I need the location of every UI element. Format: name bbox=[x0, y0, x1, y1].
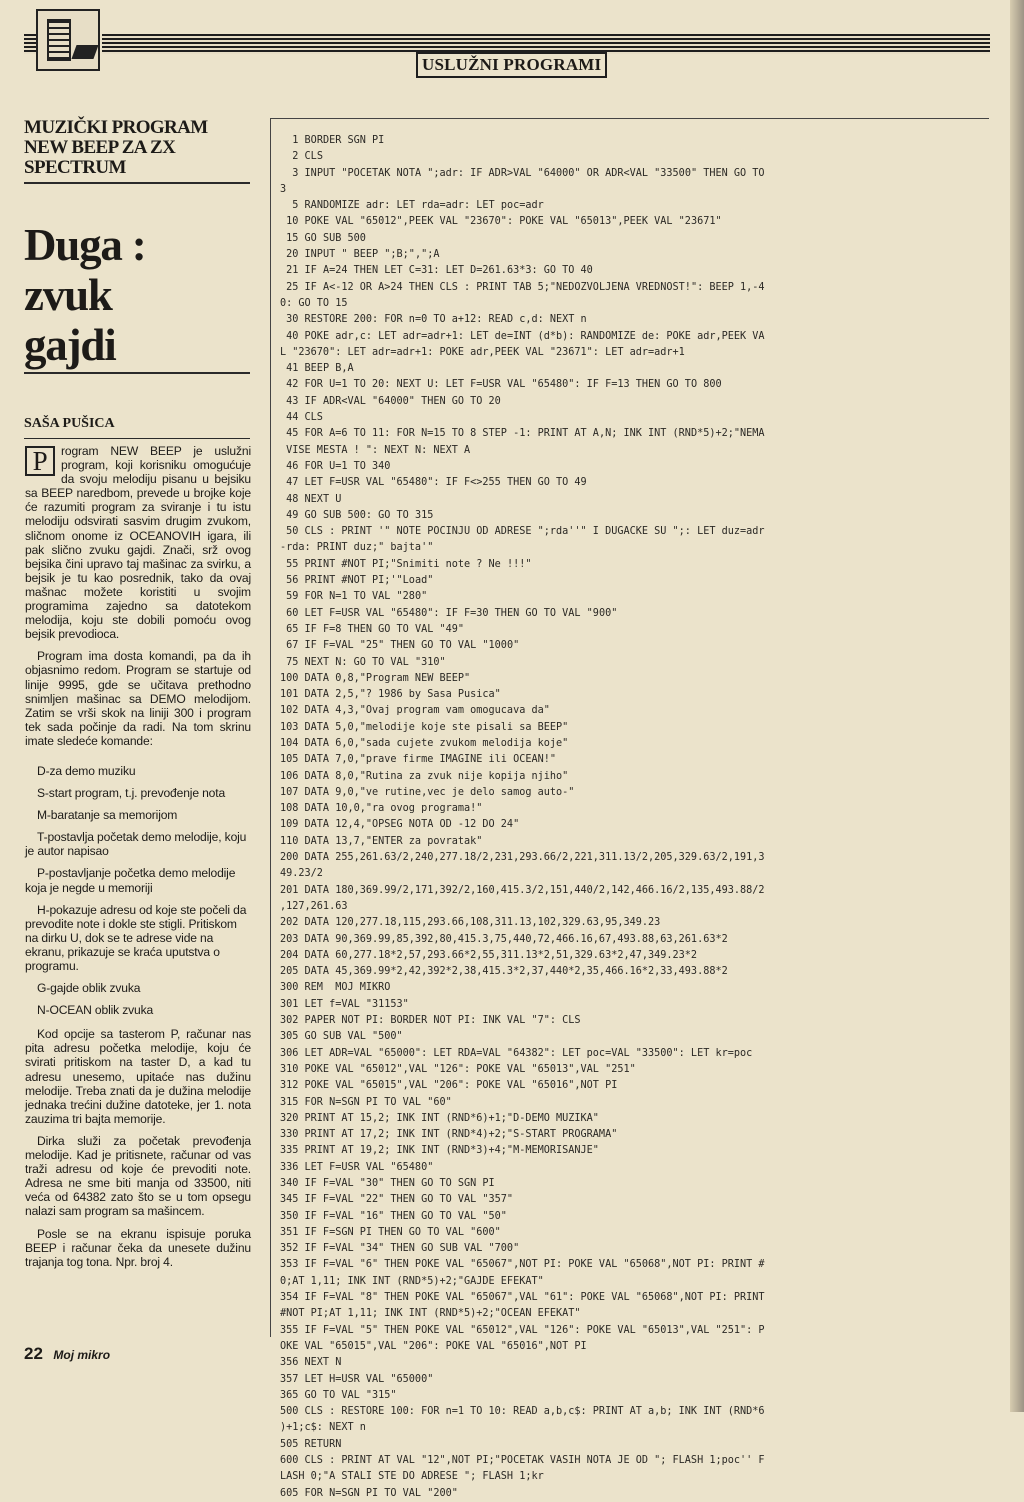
listing-line: 59 FOR N=1 TO VAL "280" bbox=[280, 591, 428, 603]
article-heading bbox=[24, 118, 252, 439]
listing-line: 67 IF F=VAL "25" THEN GO TO VAL "1000" bbox=[280, 640, 520, 652]
page-footer bbox=[24, 1344, 110, 1364]
command-item: G-gajde oblik zvuka bbox=[37, 981, 141, 996]
listing-line: 354 IF F=VAL "8" THEN POKE VAL "65067",VAL "61": POKE VAL "65068",NOT PI: PRINT bbox=[280, 1292, 765, 1304]
paragraph-4: Dirka služi za početak prevođenja melodije. Kad je pritisnete, računar od vas traži adresu od koje će prevoditi note. Adresa ne sme biti manja od 33500, niti veća od 64382 zato što se u tom opsegu nalazi sam program sa mašincem. bbox=[25, 1133, 251, 1219]
listing-line: 0: GO TO 15 bbox=[280, 297, 348, 309]
listing-line: LASH 0;"A STALI STE DO ADRESE "; FLASH 1;kr bbox=[280, 1471, 544, 1483]
listing-line: 320 PRINT AT 15,2; INK INT (RND*6)+1;"D-DEMO MUZIKA" bbox=[280, 1112, 599, 1124]
listing-line: 306 LET ADR=VAL "65000": LET RDA=VAL "64382": LET poc=VAL "33500": LET kr=poc bbox=[280, 1047, 753, 1059]
command-item: N-OCEAN oblik zvuka bbox=[37, 1003, 154, 1018]
listing-line: 315 FOR N=SGN PI TO VAL "60" bbox=[280, 1096, 452, 1108]
listing-line: 55 PRINT #NOT PI;"Snimiti note ? Ne !!!" bbox=[280, 558, 532, 570]
drop-cap: P bbox=[25, 446, 55, 476]
listing-line: 40 POKE adr,c: LET adr=adr+1: LET de=INT (d*b): RANDOMIZE de: POKE adr,PEEK VA bbox=[280, 330, 765, 342]
listing-line: 204 DATA 60,277.18*2,57,293.66*2,55,311.13*2,51,329.63*2,47,349.23*2 bbox=[280, 949, 698, 961]
listing-line: 605 FOR N=SGN PI TO VAL "200" bbox=[280, 1487, 458, 1499]
command-item: T-postavlja početak demo melodije, koju je autor napisao bbox=[25, 830, 247, 859]
listing-line: 201 DATA 180,369.99/2,171,392/2,160,415.3/2,151,440/2,142,466.16/2,135,493.88/2 bbox=[280, 884, 765, 896]
command-item: D-za demo muziku bbox=[37, 763, 136, 778]
paragraph-3: Kod opcije sa tasterom P, računar nas pita adresu početka melodije, koju će svirati pritiskom na taster D, a kad tu adresu unesemo, upitaće nas dužinu melodije. Treba znati da je dužina melodije jednaka trećini dužine datoteke, jer 1. nota zauzima tri bajta memorije. bbox=[25, 1027, 251, 1126]
listing-line: 65 IF F=8 THEN GO TO VAL "49" bbox=[280, 623, 465, 635]
listing-line: 105 DATA 7,0,"prave firme IMAGINE ili OCEAN!" bbox=[280, 754, 557, 766]
listing-line: 44 CLS bbox=[280, 412, 323, 424]
listing-line: 25 IF A<-12 OR A>24 THEN CLS : PRINT TAB 5;"NEDOZVOLJENA VREDNOST!": BEEP 1,-4 bbox=[280, 281, 765, 293]
listing-line: 335 PRINT AT 19,2; INK INT (RND*3)+4;"M-MEMORISANJE" bbox=[280, 1145, 599, 1157]
listing-line: 106 DATA 8,0,"Rutina za zvuk nije kopija njiho" bbox=[280, 770, 569, 782]
section-label: USLUŽNI PROGRAMI bbox=[416, 52, 607, 78]
listing-line: 2 CLS bbox=[280, 151, 323, 163]
listing-line: 1 BORDER SGN PI bbox=[280, 135, 385, 146]
listing-line: 500 CLS : RESTORE 100: FOR n=1 TO 10: READ a,b,c$: PRINT AT a,b; INK INT (RND*6 bbox=[280, 1406, 765, 1418]
listing-line: 305 GO SUB VAL "500" bbox=[280, 1031, 403, 1043]
listing-line: #NOT PI;AT 1,11; INK INT (RND*5)+2;"OCEAN EFEKAT" bbox=[280, 1308, 581, 1320]
listing-line: 0;AT 1,11; INK INT (RND*5)+2;"GAJDE EFEKAT" bbox=[280, 1275, 544, 1287]
command-item: H-pokazuje adresu od koje ste počeli da prevodite note i dokle ste stigli. Pritiskom na dirku U, dok se te adrese vide na ekranu, prikazuje se kraća uputstva o programu. bbox=[25, 902, 247, 973]
listing-line: 205 DATA 45,369.99*2,42,392*2,38,415.3*2,37,440*2,35,466.16*2,33,493.88*2 bbox=[280, 966, 728, 978]
listing-line: 10 POKE VAL "65012",PEEK VAL "23670": POKE VAL "65013",PEEK VAL "23671" bbox=[280, 216, 722, 228]
listing-line: 600 CLS : PRINT AT VAL "12",NOT PI;"POCETAK VASIH NOTA JE OD "; FLASH 1;poc'' F bbox=[280, 1455, 765, 1467]
listing-line: 357 LET H=USR VAL "65000" bbox=[280, 1373, 434, 1385]
listing-line: 340 IF F=VAL "30" THEN GO TO SGN PI bbox=[280, 1178, 495, 1189]
listing-line: 46 FOR U=1 TO 340 bbox=[280, 460, 391, 472]
paragraph-1-text: rogram NEW BEEP je uslužni program, koji korisniku omogućuje da svoju melodiju pisanu u bejsiku sa BEEP naredbom, prevede u brojke koje će razumiti program za sviranje i tu istu melodiju odsvirati sasvim drugim zvukom, sličnom onome iz OCEANOVIH igara, ili pak slično zvuku gajdi. Znači, srž ovog bejsika čini upravo taj mašinac za svirku, a bejsik je tu kao posrednik, tako da ovaj mašnac možete koristiti u svojim programima zajedno sa datotekom melodija, koju ste dobili pomoću ovog bejsik prevodioca. bbox=[25, 444, 251, 642]
listing-line: 312 POKE VAL "65015",VAL "206": POKE VAL "65016",NOT PI bbox=[280, 1080, 618, 1092]
computer-logo-icon bbox=[36, 9, 100, 71]
paragraph-2: Program ima dosta komandi, pa da ih objasnimo redom. Program se startuje od linije 9995, gde se učitava prethodno snimljen mašinac sa DEMO melodijom. Zatim se vrši skok na liniji 300 i program tek sada počinje da radi. Na tom skrinu imate sledeće komande: bbox=[25, 649, 251, 748]
listing-line: 302 PAPER NOT PI: BORDER NOT PI: INK VAL "7": CLS bbox=[280, 1015, 581, 1027]
listing-line: 56 PRINT #NOT PI;'"Load" bbox=[280, 575, 434, 587]
listing-line: 43 IF ADR<VAL "64000" THEN GO TO 20 bbox=[280, 395, 501, 407]
listing-line: ,127,261.63 bbox=[280, 900, 348, 912]
listing-line: 41 BEEP B,A bbox=[280, 363, 354, 375]
listing-line: 49 GO SUB 500: GO TO 315 bbox=[280, 509, 434, 521]
listing-line: 49.23/2 bbox=[280, 868, 323, 880]
listing-line: OKE VAL "65015",VAL "206": POKE VAL "65016",NOT PI bbox=[280, 1340, 587, 1352]
listing-line: 108 DATA 10,0,"ra ovog programa!" bbox=[280, 803, 483, 815]
listing-line: 336 LET F=USR VAL "65480" bbox=[280, 1161, 434, 1173]
listing-line: -rda: PRINT duz;" bajta'" bbox=[280, 542, 434, 554]
header-stripe-left bbox=[24, 34, 36, 54]
listing-line: 50 CLS : PRINT '" NOTE POCINJU OD ADRESE ";rda''" I DUGACKE SU ";: LET duz=adr bbox=[280, 526, 765, 538]
listing-line: )+1;c$: NEXT n bbox=[280, 1422, 366, 1434]
listing-line: 355 IF F=VAL "5" THEN POKE VAL "65012",VAL "126": POKE VAL "65013",VAL "251": P bbox=[280, 1324, 765, 1336]
listing-line: 30 RESTORE 200: FOR n=0 TO a+12: READ c,d: NEXT n bbox=[280, 314, 587, 326]
page-edge-shadow bbox=[1010, 0, 1024, 1412]
listing-line: 48 NEXT U bbox=[280, 493, 342, 505]
keyboard-icon bbox=[71, 45, 98, 59]
page-number: 22 bbox=[24, 1344, 43, 1363]
listing-line: 200 DATA 255,261.63/2,240,277.18/2,231,293.66/2,221,311.13/2,205,329.63/2,191,3 bbox=[280, 852, 765, 864]
listing-line: 353 IF F=VAL "6" THEN POKE VAL "65067",NOT PI: POKE VAL "65068",NOT PI: PRINT # bbox=[280, 1259, 765, 1271]
command-list bbox=[25, 764, 251, 1017]
listing-line: 310 POKE VAL "65012",VAL "126": POKE VAL "65013",VAL "251" bbox=[280, 1063, 636, 1075]
listing-line: 300 REM MOJ MIKRO bbox=[280, 982, 391, 994]
listing-line: 330 PRINT AT 17,2; INK INT (RND*4)+2;"S-START PROGRAMA" bbox=[280, 1129, 618, 1141]
listing-line: 350 IF F=VAL "16" THEN GO TO VAL "50" bbox=[280, 1210, 507, 1222]
listing-line: 110 DATA 13,7,"ENTER za povratak" bbox=[280, 835, 483, 847]
listing-line: 352 IF F=VAL "34" THEN GO SUB VAL "700" bbox=[280, 1243, 520, 1255]
listing-line: 100 DATA 0,8,"Program NEW BEEP" bbox=[280, 672, 471, 684]
listing-line: 107 DATA 9,0,"ve rutine,vec je delo samog auto-" bbox=[280, 786, 575, 798]
listing-line: 103 DATA 5,0,"melodije koje ste pisali sa BEEP" bbox=[280, 721, 569, 733]
listing-line: 20 INPUT " BEEP ";B;",";A bbox=[280, 249, 440, 261]
basic-program-listing bbox=[280, 133, 970, 1502]
article-body bbox=[25, 444, 251, 1277]
paragraph-5: Posle se na ekranu ispisuje poruka BEEP i računar čeka da unesete dužinu trajanja tog tona. Npr. broj 4. bbox=[25, 1226, 251, 1269]
listing-line: 75 NEXT N: GO TO VAL "310" bbox=[280, 656, 446, 668]
monitor-icon bbox=[47, 19, 71, 61]
listing-line: 104 DATA 6,0,"sada cujete zvukom melodija koje" bbox=[280, 737, 569, 749]
listing-line: 21 IF A=24 THEN LET C=31: LET D=261.63*3: GO TO 40 bbox=[280, 265, 593, 277]
listing-line: 60 LET F=USR VAL "65480": IF F=30 THEN GO TO VAL "900" bbox=[280, 607, 618, 619]
article-kicker: MUZIČKI PROGRAM NEW BEEP ZA ZX SPECTRUM bbox=[24, 118, 250, 184]
listing-line: 45 FOR A=6 TO 11: FOR N=15 TO 8 STEP -1: PRINT AT A,N; INK INT (RND*5)+2;"NEMA bbox=[280, 428, 765, 440]
listing-line: 47 LET F=USR VAL "65480": IF F<>255 THEN GO TO 49 bbox=[280, 477, 587, 489]
listing-line: 301 LET f=VAL "31153" bbox=[280, 998, 409, 1010]
command-item: M-baratanje sa memorijom bbox=[37, 808, 178, 823]
listing-line: VISE MESTA ! ": NEXT N: NEXT A bbox=[280, 444, 471, 456]
listing-line: 109 DATA 12,4,"OPSEG NOTA OD -12 DO 24" bbox=[280, 819, 520, 831]
listing-line: 345 IF F=VAL "22" THEN GO TO VAL "357" bbox=[280, 1194, 514, 1206]
listing-line: 102 DATA 4,3,"Ovaj program vam omogucava da" bbox=[280, 705, 550, 717]
listing-line: 5 RANDOMIZE adr: LET rda=adr: LET poc=adr bbox=[280, 200, 544, 212]
header-stripe bbox=[102, 34, 990, 54]
article-title: Duga : zvuk gajdi bbox=[24, 220, 250, 374]
magazine-name: Moj mikro bbox=[53, 1348, 111, 1362]
listing-line: 203 DATA 90,369.99,85,392,80,415.3,75,440,72,466.16,67,493.88,63,261.63*2 bbox=[280, 933, 728, 945]
listing-line: L "23670": LET adr=adr+1: POKE adr,PEEK VAL "23671": LET adr=adr+1 bbox=[280, 346, 685, 358]
listing-line: 101 DATA 2,5,"? 1986 by Sasa Pusica" bbox=[280, 689, 501, 701]
listing-line: 202 DATA 120,277.18,115,293.66,108,311.13,102,329.63,95,349.23 bbox=[280, 917, 661, 929]
listing-line: 42 FOR U=1 TO 20: NEXT U: LET F=USR VAL "65480": IF F=13 THEN GO TO 800 bbox=[280, 379, 722, 391]
listing-line: 505 RETURN bbox=[280, 1438, 342, 1450]
listing-line: 15 GO SUB 500 bbox=[280, 232, 366, 244]
listing-line: 3 INPUT "POCETAK NOTA ";adr: IF ADR>VAL "64000" OR ADR<VAL "33500" THEN GO TO bbox=[280, 167, 765, 179]
paragraph-1 bbox=[25, 444, 251, 641]
article-author: SAŠA PUŠICA bbox=[24, 416, 250, 439]
listing-line: 365 GO TO VAL "315" bbox=[280, 1389, 397, 1401]
listing-line: 351 IF F=SGN PI THEN GO TO VAL "600" bbox=[280, 1226, 501, 1238]
listing-line: 356 NEXT N bbox=[280, 1357, 342, 1369]
command-item: P-postavljanje početka demo melodije koja je negde u memoriji bbox=[25, 866, 236, 895]
command-item: S-start program, t.j. prevođenje nota bbox=[37, 786, 226, 801]
listing-line: 3 bbox=[280, 183, 287, 195]
